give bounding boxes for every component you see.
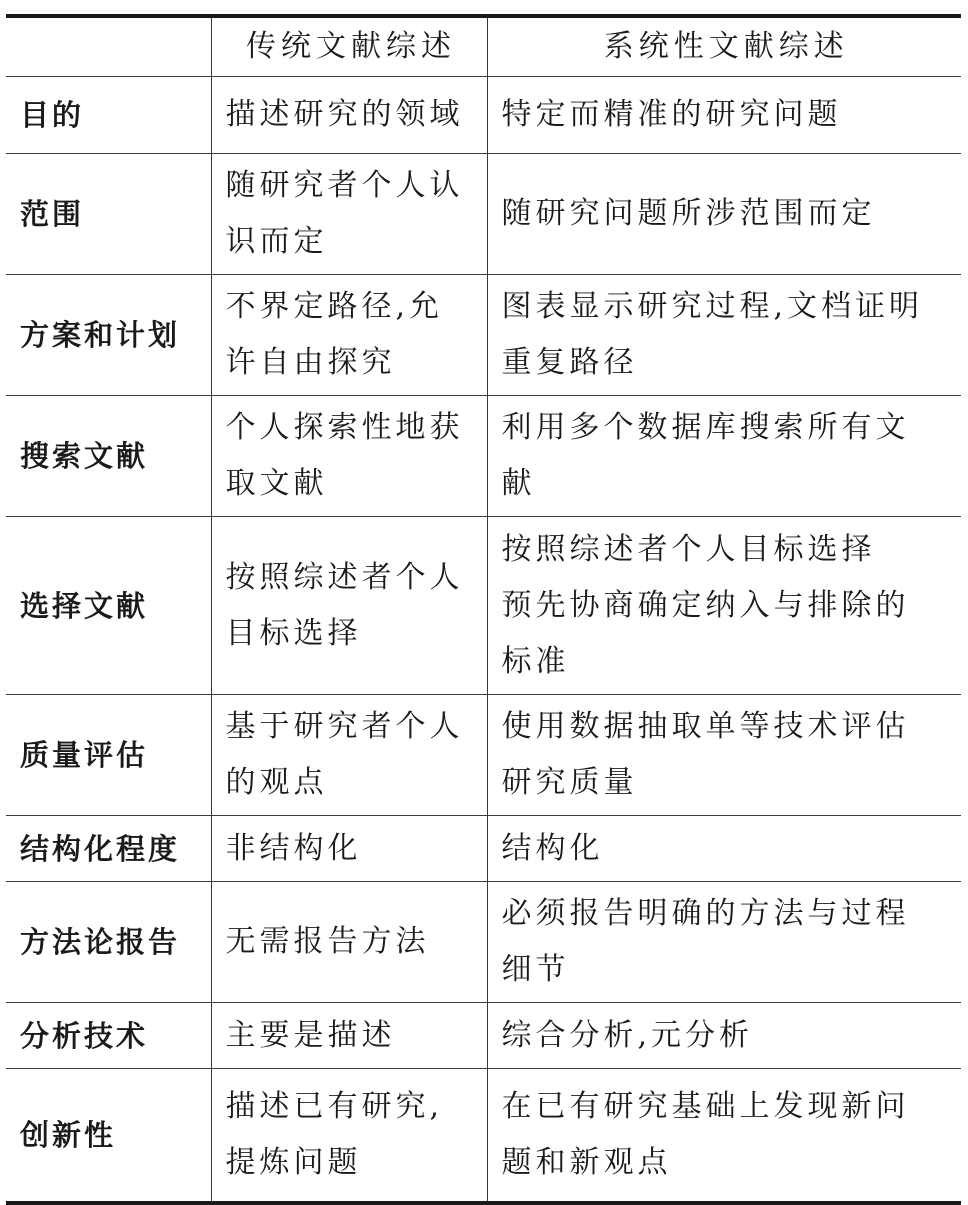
header-systematic-review: 系统性文献综述 [487, 18, 961, 77]
systematic-line: 研究质量 [501, 765, 638, 800]
table-row [6, 816, 961, 882]
traditional-line: 目标选择 [225, 615, 362, 651]
table-body [6, 77, 961, 1201]
systematic-cell [487, 275, 961, 396]
systematic-cell [487, 816, 961, 882]
traditional-cell [211, 517, 487, 695]
traditional-line: 随研究者个人认 [225, 168, 464, 203]
traditional-cell [211, 695, 487, 816]
row-label: 范围 [6, 154, 211, 275]
table-row [6, 1003, 961, 1069]
header-traditional-review: 传统文献综述 [211, 18, 487, 77]
systematic-line: 按照综述者个人目标选择 [501, 531, 876, 567]
systematic-line: 结构化 [501, 830, 604, 866]
traditional-line: 不界定路径,允 [225, 289, 444, 324]
row-label: 目的 [6, 77, 211, 154]
systematic-line: 在已有研究基础上发现新问 [501, 1088, 910, 1124]
systematic-line: 预先协商确定纳入与排除的 [501, 587, 910, 623]
traditional-cell [211, 1069, 487, 1201]
comparison-table [6, 18, 961, 1201]
systematic-cell [487, 396, 961, 517]
header-row [6, 18, 961, 77]
row-label: 搜索文献 [6, 396, 211, 517]
row-label: 方法论报告 [6, 882, 211, 1003]
traditional-line: 识而定 [225, 224, 328, 259]
systematic-line: 献 [501, 466, 536, 501]
row-label: 结构化程度 [6, 816, 211, 882]
systematic-cell [487, 882, 961, 1003]
systematic-cell [487, 154, 961, 275]
table-row [6, 695, 961, 816]
systematic-cell [487, 1003, 961, 1069]
systematic-line: 利用多个数据库搜索所有文 [501, 410, 910, 445]
systematic-line: 细节 [501, 952, 570, 987]
systematic-line: 题和新观点 [501, 1144, 672, 1180]
table-row [6, 517, 961, 695]
traditional-line: 按照综述者个人 [225, 559, 464, 595]
row-label: 方案和计划 [6, 275, 211, 396]
table-row [6, 77, 961, 154]
traditional-cell [211, 275, 487, 396]
traditional-line: 许自由探究 [225, 345, 396, 380]
traditional-line: 取文献 [225, 466, 328, 501]
systematic-cell [487, 77, 961, 154]
systematic-cell [487, 1069, 961, 1201]
systematic-line: 必须报告明确的方法与过程 [501, 896, 910, 931]
row-label: 分析技术 [6, 1003, 211, 1069]
traditional-cell [211, 882, 487, 1003]
table-row [6, 882, 961, 1003]
row-label: 创新性 [20, 1117, 117, 1152]
traditional-line: 基于研究者个人 [225, 709, 464, 744]
traditional-line: 描述已有研究, [225, 1088, 444, 1124]
traditional-line: 提炼问题 [225, 1144, 362, 1180]
table-row [6, 1069, 961, 1201]
traditional-cell [211, 396, 487, 517]
traditional-cell [211, 154, 487, 275]
systematic-cell [487, 695, 961, 816]
traditional-cell [211, 77, 487, 154]
systematic-line: 图表显示研究过程,文档证明 [501, 289, 924, 324]
table-row [6, 396, 961, 517]
traditional-line: 无需报告方法 [225, 924, 430, 959]
header-empty-cell [6, 18, 211, 77]
row-label: 质量评估 [6, 695, 211, 816]
systematic-line: 使用数据抽取单等技术评估 [501, 709, 910, 744]
systematic-line: 随研究问题所涉范围而定 [501, 196, 876, 231]
traditional-line: 主要是描述 [225, 1017, 396, 1053]
traditional-line: 的观点 [225, 765, 328, 800]
systematic-line: 综合分析,元分析 [501, 1017, 754, 1053]
traditional-line: 描述研究的领域 [225, 97, 464, 132]
comparison-table-container [6, 14, 961, 1205]
traditional-line: 非结构化 [225, 830, 362, 866]
systematic-cell [487, 517, 961, 695]
systematic-line: 重复路径 [501, 345, 638, 380]
table-row [6, 275, 961, 396]
row-label: 选择文献 [6, 517, 211, 695]
traditional-line: 个人探索性地获 [225, 410, 464, 445]
systematic-line: 特定而精准的研究问题 [501, 97, 842, 132]
systematic-line: 标准 [501, 643, 570, 679]
traditional-cell [211, 1003, 487, 1069]
traditional-cell [211, 816, 487, 882]
table-row [6, 154, 961, 275]
